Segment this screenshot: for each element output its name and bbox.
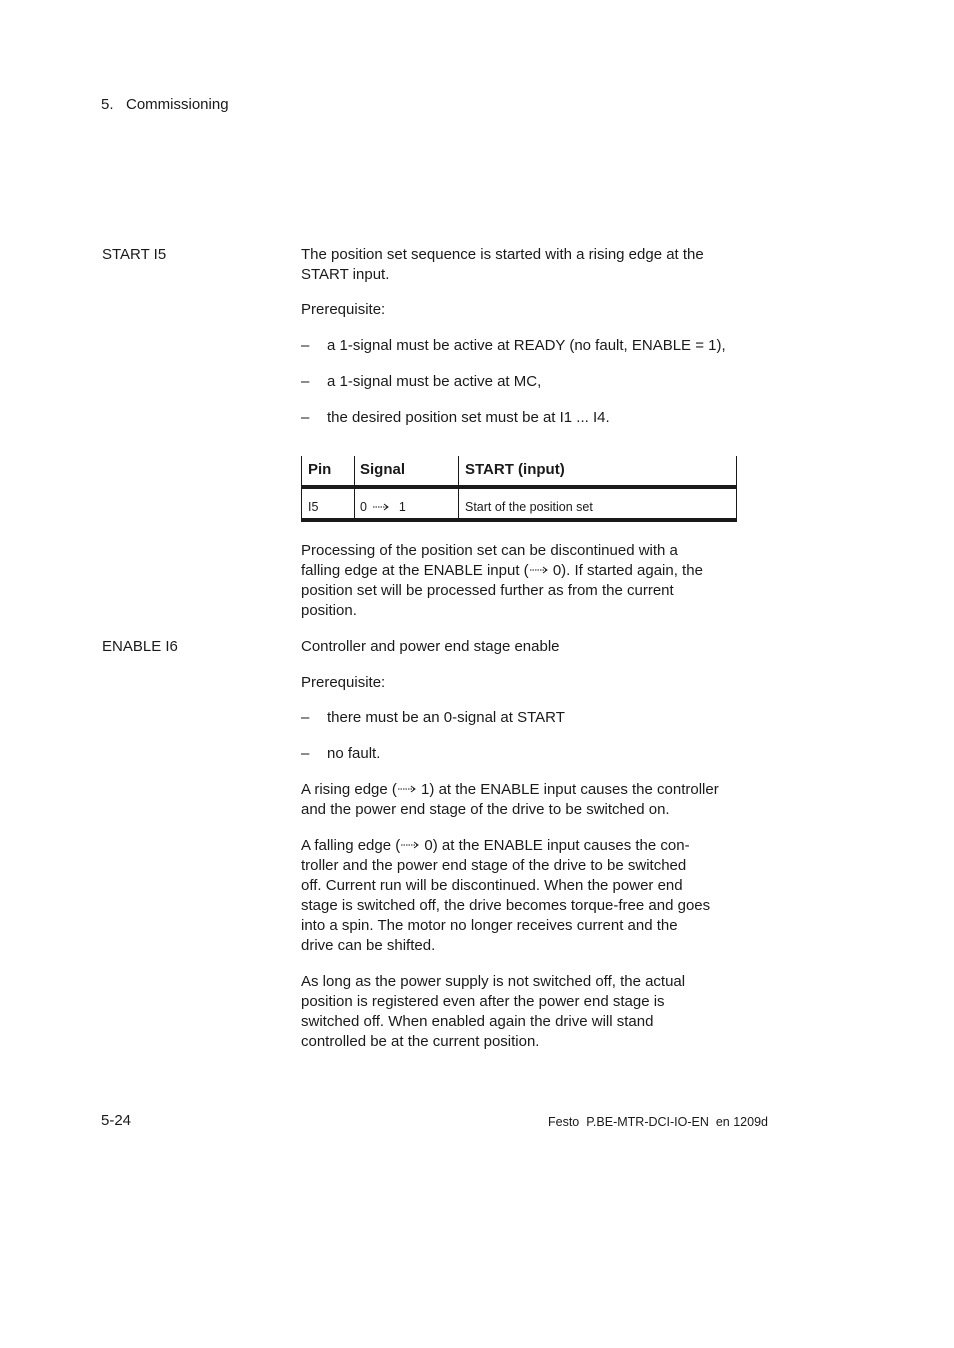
table-cell-pin: I5 xyxy=(308,500,319,514)
list-item-text: the desired position set must be at I1 ... I4. xyxy=(327,409,610,426)
enable-rising-paragraph xyxy=(301,780,741,820)
table-border-left xyxy=(301,456,302,522)
paragraph-line xyxy=(301,836,741,856)
paragraph-line: off. Current run will be discontinued. When the power end xyxy=(301,877,683,894)
text-run: A rising edge ( xyxy=(301,781,397,798)
document-reference: Festo P.BE-MTR-DCI-IO-EN en 1209d xyxy=(548,1115,768,1129)
list-item-text: a 1-signal must be active at MC, xyxy=(327,373,542,390)
paragraph-line: position is registered even after the power end stage is xyxy=(301,993,665,1010)
paragraph-line: As long as the power supply is not switched off, the actual xyxy=(301,973,686,990)
text-run: 1) at the ENABLE input causes the controller xyxy=(416,781,719,798)
table-divider xyxy=(354,456,355,522)
text-run: A falling edge ( xyxy=(301,837,401,854)
text-run: falling edge at the ENABLE input ( xyxy=(301,562,529,579)
paragraph-line: controlled be at the current position. xyxy=(301,1033,540,1050)
signal-to: 1 xyxy=(398,500,406,514)
paragraph-line: drive can be shifted. xyxy=(301,937,436,954)
text-run: 0). If started again, the xyxy=(548,562,703,579)
list-item-text: no fault. xyxy=(327,745,381,762)
paragraph-line: position set will be processed further as from the current xyxy=(301,582,674,599)
arrow-right-icon xyxy=(529,565,549,575)
section-header: 5. Commissioning xyxy=(101,96,229,113)
paragraph-line: troller and the power end stage of the drive to be switched xyxy=(301,857,687,874)
arrow-right-icon xyxy=(373,502,391,512)
paragraph-line: stage is switched off, the drive becomes torque-free and goes xyxy=(301,897,711,914)
table-border-right xyxy=(736,456,737,522)
list-item-text: there must be an 0-signal at START xyxy=(327,709,565,726)
table-header-start: START (input) xyxy=(465,461,565,478)
table-divider xyxy=(458,456,459,522)
table-cell-signal xyxy=(360,499,406,515)
start-label: START I5 xyxy=(102,246,167,263)
enable-falling-paragraph xyxy=(301,836,741,956)
page-number: 5-24 xyxy=(101,1112,132,1129)
arrow-right-icon xyxy=(400,840,420,850)
dash-bullet: – xyxy=(301,337,310,354)
table-header-rule xyxy=(301,485,737,489)
enable-intro: Controller and power end stage enable xyxy=(301,638,560,655)
start-intro: The position set sequence is started with a rising edge at the START input. xyxy=(301,246,704,283)
table-header-pin: Pin xyxy=(308,461,332,478)
dash-bullet: – xyxy=(301,373,310,390)
enable-label: ENABLE I6 xyxy=(102,638,178,655)
paragraph-line xyxy=(301,561,741,581)
enable-prereq-label: Prerequisite: xyxy=(301,674,386,691)
dash-bullet: – xyxy=(301,409,310,426)
start-discontinue-paragraph xyxy=(301,541,741,621)
paragraph-line: and the power end stage of the drive to be switched on. xyxy=(301,801,670,818)
paragraph-line: switched off. When enabled again the drive will stand xyxy=(301,1013,654,1030)
arrow-right-icon xyxy=(397,784,417,794)
signal-table xyxy=(301,456,737,522)
paragraph-line: Processing of the position set can be discontinued with a xyxy=(301,542,678,559)
start-prereq-label: Prerequisite: xyxy=(301,301,386,318)
text-run: 0) at the ENABLE input causes the con- xyxy=(420,837,690,854)
dash-bullet: – xyxy=(301,745,310,762)
enable-powersupply-paragraph xyxy=(301,972,741,1052)
paragraph-line: position. xyxy=(301,602,357,619)
paragraph-line: into a spin. The motor no longer receives current and the xyxy=(301,917,678,934)
dash-bullet: – xyxy=(301,709,310,726)
list-item-text: a 1-signal must be active at READY (no fault, ENABLE = 1), xyxy=(327,337,726,354)
table-cell-description: Start of the position set xyxy=(465,500,593,514)
table-bottom-rule xyxy=(301,518,737,522)
table-header-signal: Signal xyxy=(360,461,406,478)
signal-from: 0 xyxy=(360,500,367,514)
paragraph-line xyxy=(301,780,741,800)
